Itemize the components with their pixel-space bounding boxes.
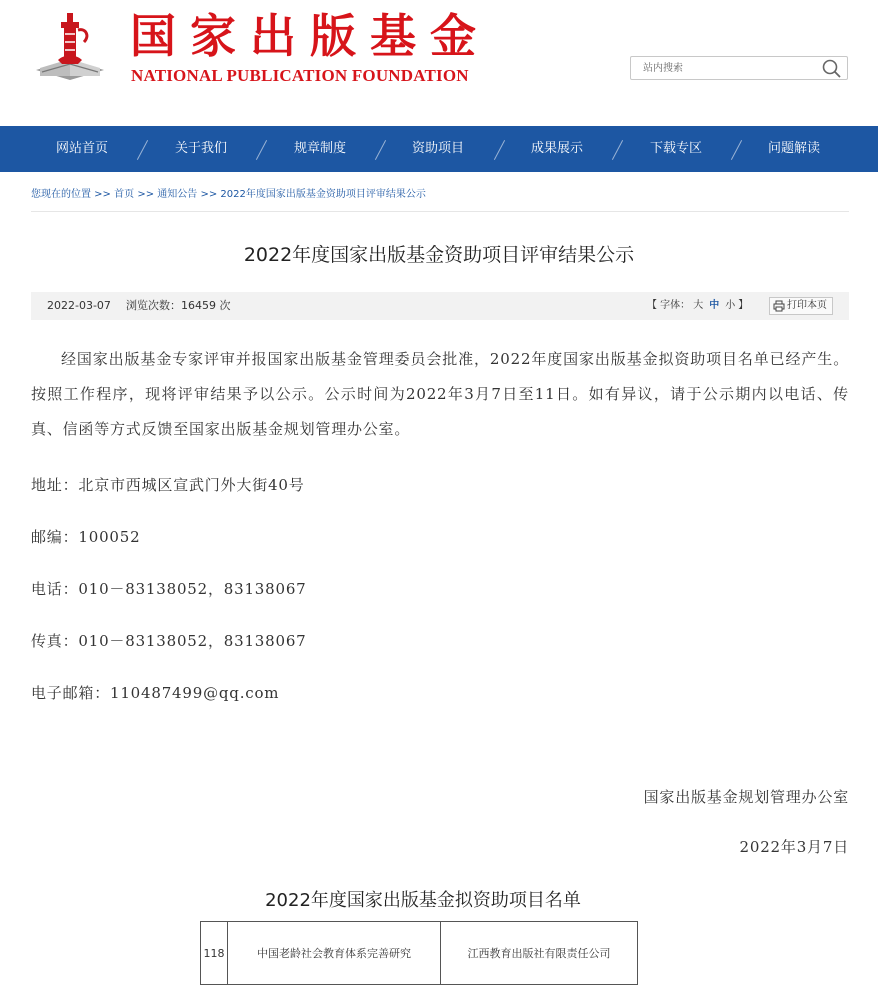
search-icon[interactable] [821,58,843,78]
nav-divider [375,140,386,160]
contact-postcode: 邮编：100052 [31,528,141,546]
search-input[interactable] [631,57,823,79]
announcement-paragraph: 经国家出版基金专家评审并报国家出版基金管理委员会批准，2022年度国家出版基金拟资助项目名单已经产生。按照工作程序，现将评审结果予以公示。公示时间为2022年3月7日至11日。如有异议，请于公示期内以电话、传真、信函等方式反馈至国家出版基金规划管理办公室。 [31,350,849,438]
nav-divider [731,140,742,160]
font-size-large-button[interactable]: 大 [693,300,704,311]
contact-fax: 传真：010－83138052，83138067 [31,632,307,650]
breadcrumb [31,185,426,200]
publish-date: 2022-03-07 [47,299,111,312]
main-nav [0,126,878,172]
contact-address: 地址：北京市西城区宣武门外大街40号 [31,476,305,494]
contact-phone: 电话：010－83138052，83138067 [31,580,307,598]
nav-item-downloads[interactable]: 下载专区 [649,141,702,156]
view-count-label: 浏览次数： [126,299,181,312]
table-cell-publisher: 江西教育出版社有限责任公司 [441,922,638,985]
font-size-label: 【 字体： [647,300,691,311]
breadcrumb-prefix: 您现在的位置 >> [31,189,111,200]
view-count-unit: 次 [219,299,231,312]
view-count [126,292,231,320]
signature-date: 2022年3月7日 [739,838,849,856]
table-cell-project: 中国老龄社会教育体系完善研究 [228,922,441,985]
page-title: 2022年度国家出版基金资助项目评审结果公示 [243,244,635,266]
breadcrumb-current-link[interactable]: 2022年度国家出版基金资助项目评审结果公示 [220,189,426,200]
nav-item-regulations[interactable]: 规章制度 [293,141,346,156]
font-size-small-button[interactable]: 小 [725,300,736,311]
list-title: 2022年度国家出版基金拟资助项目名单 [265,890,581,911]
table-cell-number: 118 [201,922,228,985]
article-meta-bar [31,292,849,320]
nav-divider [256,140,267,160]
breadcrumb-separator: >> [200,189,218,200]
printer-icon [773,300,785,312]
nav-item-home[interactable]: 网站首页 [55,141,108,156]
foundation-emblem-icon[interactable] [34,10,106,82]
logo-title-en: NATIONAL PUBLICATION FOUNDATION [131,66,469,85]
divider [31,211,849,212]
breadcrumb-home-link[interactable]: 首页 [114,189,135,200]
font-size-medium-button[interactable]: 中 [709,300,720,311]
font-size-bracket-close: 】 [738,300,749,311]
breadcrumb-notices-link[interactable]: 通知公告 [157,189,198,200]
nav-item-funded-projects[interactable]: 资助项目 [411,141,464,156]
nav-item-faq[interactable]: 问题解读 [767,141,820,156]
signature-office: 国家出版基金规划管理办公室 [643,788,849,806]
print-button[interactable] [769,297,833,315]
funded-projects-table [200,921,638,985]
search-box [630,56,848,80]
nav-divider [137,140,148,160]
nav-item-achievements[interactable]: 成果展示 [530,141,583,156]
view-count-value: 16459 [181,299,216,312]
nav-item-about[interactable]: 关于我们 [174,141,227,156]
nav-divider [612,140,623,160]
breadcrumb-separator: >> [137,189,155,200]
logo-title-cn: 国家出版基金 [130,9,490,63]
nav-divider [494,140,505,160]
print-button-label: 打印本页 [787,300,827,311]
table-row [201,922,638,985]
font-size-switcher [647,292,748,320]
contact-email: 电子邮箱：110487499@qq.com [31,684,280,702]
site-header [0,0,878,126]
